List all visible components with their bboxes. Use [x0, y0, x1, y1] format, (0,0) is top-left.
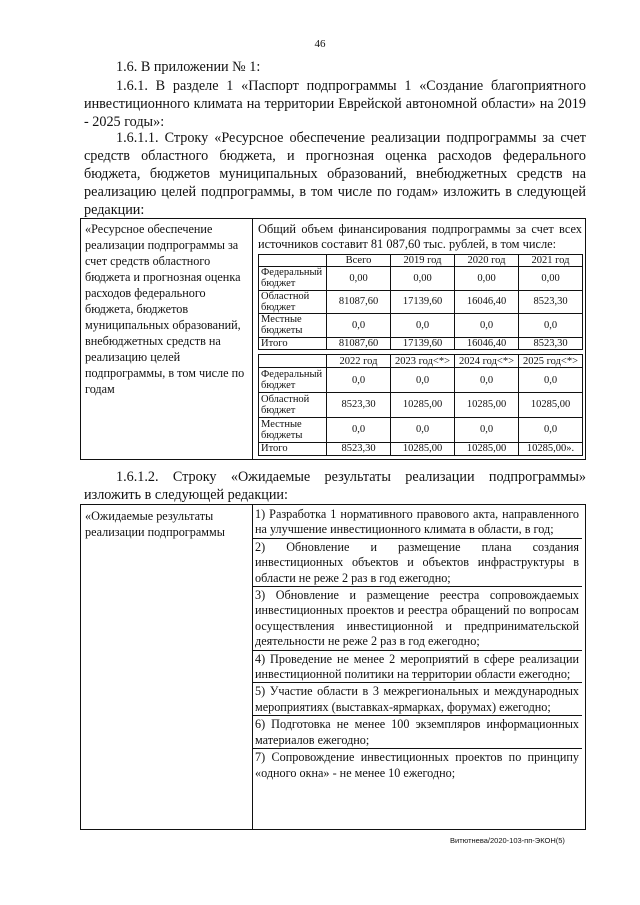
result-item: 7) Сопровождение инвестиционных проектов по принципу «одного окна» - не менее 10 ежегодно;: [255, 750, 579, 780]
financing-value-cell: 0,0: [519, 314, 583, 337]
financing-header-cell: 2021 год: [519, 255, 583, 267]
financing-row-label: Областной бюджет: [259, 290, 327, 313]
financing-row: [259, 290, 583, 313]
financing-value-cell: 0,0: [455, 368, 519, 393]
financing-row: [259, 267, 583, 290]
financing-table-2019-2021: [258, 254, 583, 350]
financing-row: [259, 368, 583, 393]
financing-value-cell: 0,0: [391, 368, 455, 393]
financing-value-cell: 0,0: [455, 314, 519, 337]
financing-row-label: Федеральный бюджет: [259, 368, 327, 393]
financing-header-cell: 2020 год: [455, 255, 519, 267]
resource-table-divider: [252, 218, 253, 460]
financing-value-cell: 0,0: [391, 417, 455, 442]
financing-row-label: Местные бюджеты: [259, 417, 327, 442]
financing-row: [259, 442, 583, 455]
financing-header-row: [259, 355, 583, 368]
page-number: 46: [314, 38, 326, 50]
financing-total-text: Общий объем финансирования подпрограммы за счет всех источников составит 81 087,60 тыс. рублей, в том числе:: [258, 222, 582, 251]
financing-header-cell: [259, 255, 327, 267]
financing-header-row: [259, 255, 583, 267]
result-item: 4) Проведение не менее 2 мероприятий в сфере реализации инвестиционной политики на территории области ежегодно;: [252, 651, 582, 684]
result-item: 6) Подготовка не менее 100 экземпляров информационных материалов ежегодно;: [252, 716, 582, 749]
financing-value-cell: 17139,60: [391, 290, 455, 313]
financing-header-cell: 2025 год<*>: [519, 355, 583, 368]
financing-value-cell: 16046,40: [455, 337, 519, 349]
result-item: 5) Участие области в 3 межрегиональных и международных мероприятиях (выставках-ярмарках, форумах) ежегодно;: [252, 683, 582, 716]
financing-value-cell: 8523,30: [327, 442, 391, 455]
financing-value-cell: 0,0: [327, 314, 391, 337]
financing-value-cell: 0,00: [519, 267, 583, 290]
financing-header-cell: 2019 год: [391, 255, 455, 267]
financing-value-cell: 10285,00: [455, 393, 519, 418]
financing-table-2022-2025: [258, 354, 583, 456]
financing-row: [259, 314, 583, 337]
results-table-label: «Ожидаемые результаты реализации подпрограммы: [85, 509, 225, 539]
financing-value-cell: 0,0: [327, 368, 391, 393]
financing-value-cell: 10285,00».: [519, 442, 583, 455]
financing-value-cell: 0,0: [327, 417, 391, 442]
document-footer: Витютнева/2020-103-пп-ЭКОН(5): [450, 836, 565, 845]
financing-header-cell: Всего: [327, 255, 391, 267]
financing-row: [259, 393, 583, 418]
financing-value-cell: 0,0: [455, 417, 519, 442]
financing-table-body: [259, 355, 583, 456]
financing-value-cell: 0,0: [519, 417, 583, 442]
financing-value-cell: 0,0: [391, 314, 455, 337]
financing-value-cell: 0,00: [327, 267, 391, 290]
financing-value-cell: 8523,30: [519, 337, 583, 349]
financing-value-cell: 81087,60: [327, 337, 391, 349]
financing-table-body: [259, 255, 583, 350]
financing-row: [259, 417, 583, 442]
financing-row-label: Областной бюджет: [259, 393, 327, 418]
financing-row-label: Федеральный бюджет: [259, 267, 327, 290]
section-heading-1-6: 1.6. В приложении № 1:: [116, 59, 261, 75]
financing-value-cell: 81087,60: [327, 290, 391, 313]
financing-header-cell: 2022 год: [327, 355, 391, 368]
financing-value-cell: 16046,40: [455, 290, 519, 313]
result-item: 3) Обновление и размещение реестра сопровождаемых инвестиционных проектов и реестра обращений по вопросам осуществления инвестиционной и предпринимательской деятельности не реже 2 раз в год ежегодно;: [252, 587, 582, 651]
financing-value-cell: 10285,00: [391, 442, 455, 455]
results-list: [252, 506, 582, 781]
financing-value-cell: 0,00: [455, 267, 519, 290]
financing-value-cell: 8523,30: [519, 290, 583, 313]
financing-row-label: Итого: [259, 442, 327, 455]
financing-value-cell: 10285,00: [519, 393, 583, 418]
financing-row: [259, 337, 583, 349]
financing-value-cell: 10285,00: [455, 442, 519, 455]
financing-value-cell: 0,0: [519, 368, 583, 393]
financing-header-cell: 2023 год<*>: [391, 355, 455, 368]
financing-row-label: Местные бюджеты: [259, 314, 327, 337]
financing-value-cell: 10285,00: [391, 393, 455, 418]
financing-row-label: Итого: [259, 337, 327, 349]
paragraph-1-6-1-1: 1.6.1.1. Строку «Ресурсное обеспечение реализации подпрограммы за счет средств областного бюджета, и прогнозная оценка расходов федерального бюджета, бюджетов муниципальных образований, внебюджетных средств на реализацию целей подпрограммы, в том числе по годам» изложить в следующей редакции:: [84, 130, 586, 218]
financing-value-cell: 8523,30: [327, 393, 391, 418]
financing-value-cell: 0,00: [391, 267, 455, 290]
result-item: 2) Обновление и размещение плана создания инвестиционных объектов и объектов инфраструктуры в области не реже 2 раз в год ежегодно;: [252, 539, 582, 587]
paragraph-1-6-1: 1.6.1. В разделе 1 «Паспорт подпрограммы 1 «Создание благоприятного инвестиционного климата на территории Еврейской автономной области» на 2019 - 2025 годы»:: [84, 78, 586, 130]
result-item: 1) Разработка 1 нормативного правового акта, направленного на улучшение инвестиционного климата в области, в год;: [252, 506, 582, 539]
resource-table-label: «Ресурсное обеспечение реализации подпрограммы за счет средств областного бюджета и прогнозная оценка расходов федерального бюджета, бюджетов муниципальных образований, внебюджетных средств на реализацию целей подпрограммы, в том числе по годам: [85, 222, 245, 396]
financing-header-cell: 2024 год<*>: [455, 355, 519, 368]
financing-header-cell: [259, 355, 327, 368]
financing-value-cell: 17139,60: [391, 337, 455, 349]
paragraph-1-6-1-2: 1.6.1.2. Строку «Ожидаемые результаты реализации подпрограммы» изложить в следующей редакции:: [84, 469, 586, 503]
